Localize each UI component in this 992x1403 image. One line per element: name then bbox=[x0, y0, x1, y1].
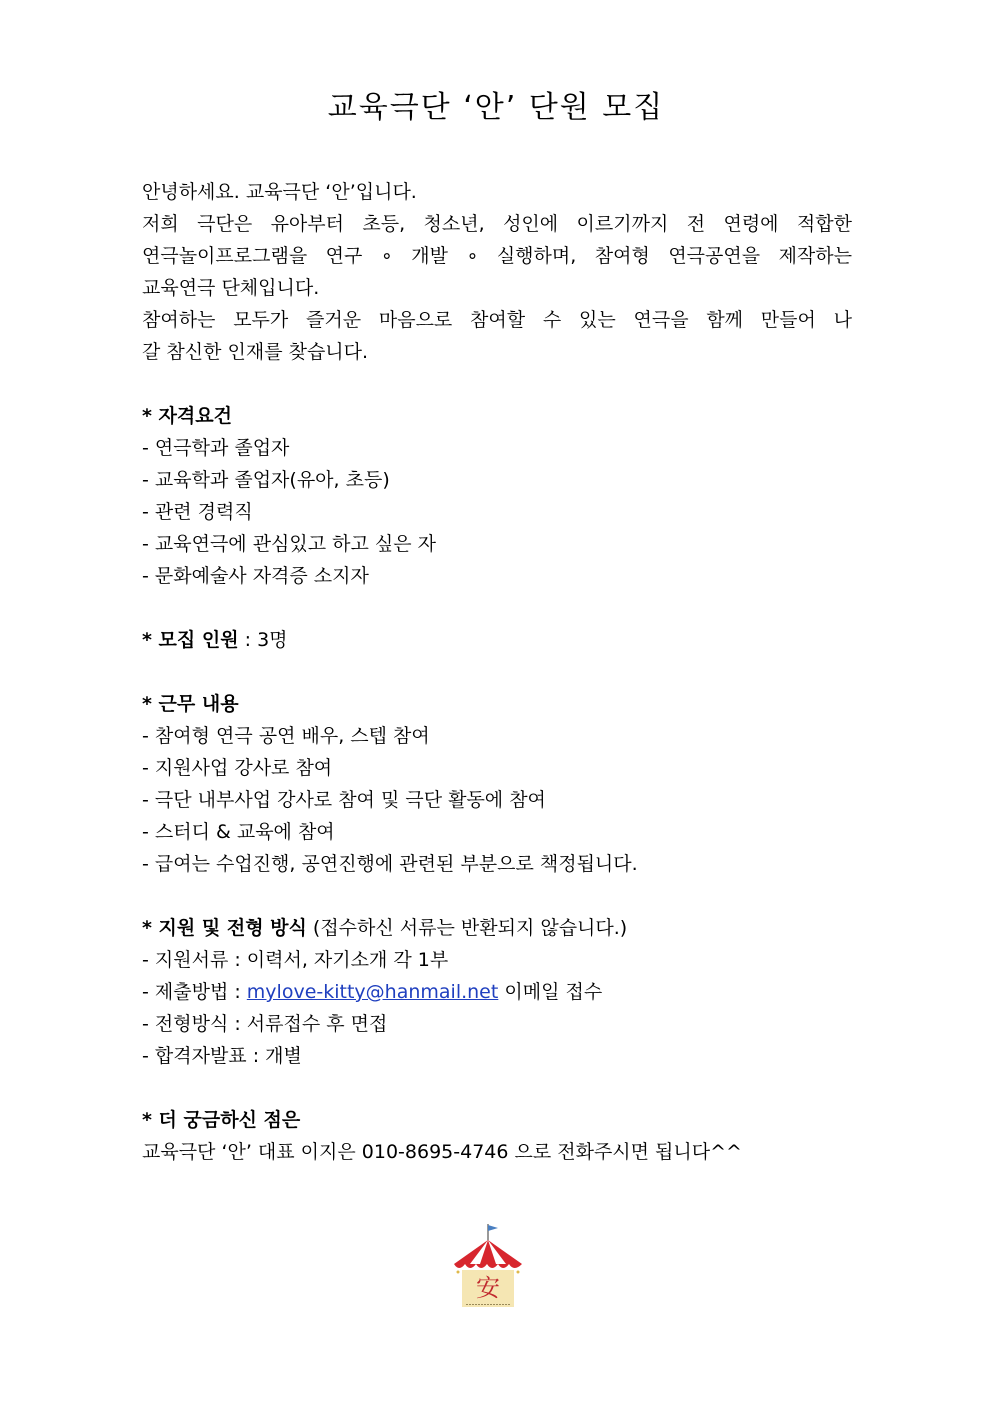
email-link[interactable]: mylove-kitty@hanmail.net bbox=[246, 981, 499, 1003]
list-item: - 교육학과 졸업자(유아, 초등) bbox=[142, 469, 390, 491]
section-heading: * 근무 내용 bbox=[142, 693, 239, 715]
spacer bbox=[142, 1072, 852, 1104]
intro-paragraph-line: 갈 참신한 인재를 찾습니다. bbox=[142, 341, 369, 363]
intro-paragraph-line: 교육연극 단체입니다. bbox=[142, 277, 320, 299]
application-note: (접수하신 서류는 반환되지 않습니다.) bbox=[306, 917, 628, 939]
intro-paragraph-line: 참여하는 모두가 즐거운 마음으로 참여할 수 있는 연극을 함께 만들어 나 bbox=[142, 309, 852, 331]
spacer bbox=[142, 656, 852, 688]
spacer bbox=[142, 368, 852, 400]
spacer bbox=[142, 880, 852, 912]
greeting-line: 안녕하세요. 교육극단 ‘안’입니다. bbox=[142, 181, 417, 203]
list-item: - 급여는 수업진행, 공연진행에 관련된 부분으로 책정됩니다. bbox=[142, 853, 638, 875]
duties-section bbox=[142, 688, 852, 880]
section-heading: * 모집 인원 bbox=[142, 629, 239, 651]
contact-text: 교육극단 ‘안’ 대표 이지은 010-8695-4746 으로 전화주시면 됩니다^^ bbox=[142, 1141, 742, 1163]
contact-section bbox=[142, 1104, 852, 1168]
application-heading-line bbox=[142, 912, 852, 944]
qualifications-section bbox=[142, 400, 852, 592]
submit-method-label: - 제출방법 : bbox=[142, 981, 247, 1003]
intro-paragraph-line: 연극놀이프로그램을 연구 ∘ 개발 ∘ 실행하며, 참여형 연극공연을 제작하는 bbox=[142, 245, 852, 267]
section-heading: * 더 궁금하신 점은 bbox=[142, 1109, 301, 1131]
submit-method-line bbox=[142, 976, 852, 1008]
list-item: - 교육연극에 관심있고 하고 싶은 자 bbox=[142, 533, 437, 555]
application-section bbox=[142, 912, 852, 1072]
document-body bbox=[142, 176, 852, 1168]
section-heading: * 지원 및 전형 방식 bbox=[142, 917, 307, 939]
list-item: - 합격자발표 : 개별 bbox=[142, 1045, 302, 1067]
list-item: - 스터디 & 교육에 참여 bbox=[142, 821, 335, 843]
theater-tent-logo-icon bbox=[448, 1222, 528, 1310]
page-title: 교육극단 ‘안’ 단원 모집 bbox=[327, 90, 665, 125]
list-item: - 극단 내부사업 강사로 참여 및 극단 활동에 참여 bbox=[142, 789, 546, 811]
list-item: - 지원서류 : 이력서, 자기소개 각 1부 bbox=[142, 949, 449, 971]
intro-paragraph-line: 저희 극단은 유아부터 초등, 청소년, 성인에 이르기까지 전 연령에 적합한 bbox=[142, 213, 852, 235]
logo-glyph: 安 bbox=[476, 1274, 500, 1302]
list-item: - 참여형 연극 공연 배우, 스텝 참여 bbox=[142, 725, 430, 747]
section-heading: * 자격요건 bbox=[142, 405, 232, 427]
recruitment-section bbox=[142, 624, 852, 656]
list-item: - 지원사업 강사로 참여 bbox=[142, 757, 333, 779]
list-item: - 문화예술사 자격증 소지자 bbox=[142, 565, 369, 587]
spacer bbox=[142, 592, 852, 624]
list-item: - 연극학과 졸업자 bbox=[142, 437, 290, 459]
intro-section bbox=[142, 176, 852, 368]
list-item: - 관련 경력직 bbox=[142, 501, 253, 523]
recruitment-value: : 3명 bbox=[238, 629, 288, 651]
submit-method-suffix: 이메일 접수 bbox=[498, 981, 603, 1003]
list-item: - 전형방식 : 서류접수 후 면접 bbox=[142, 1013, 388, 1035]
